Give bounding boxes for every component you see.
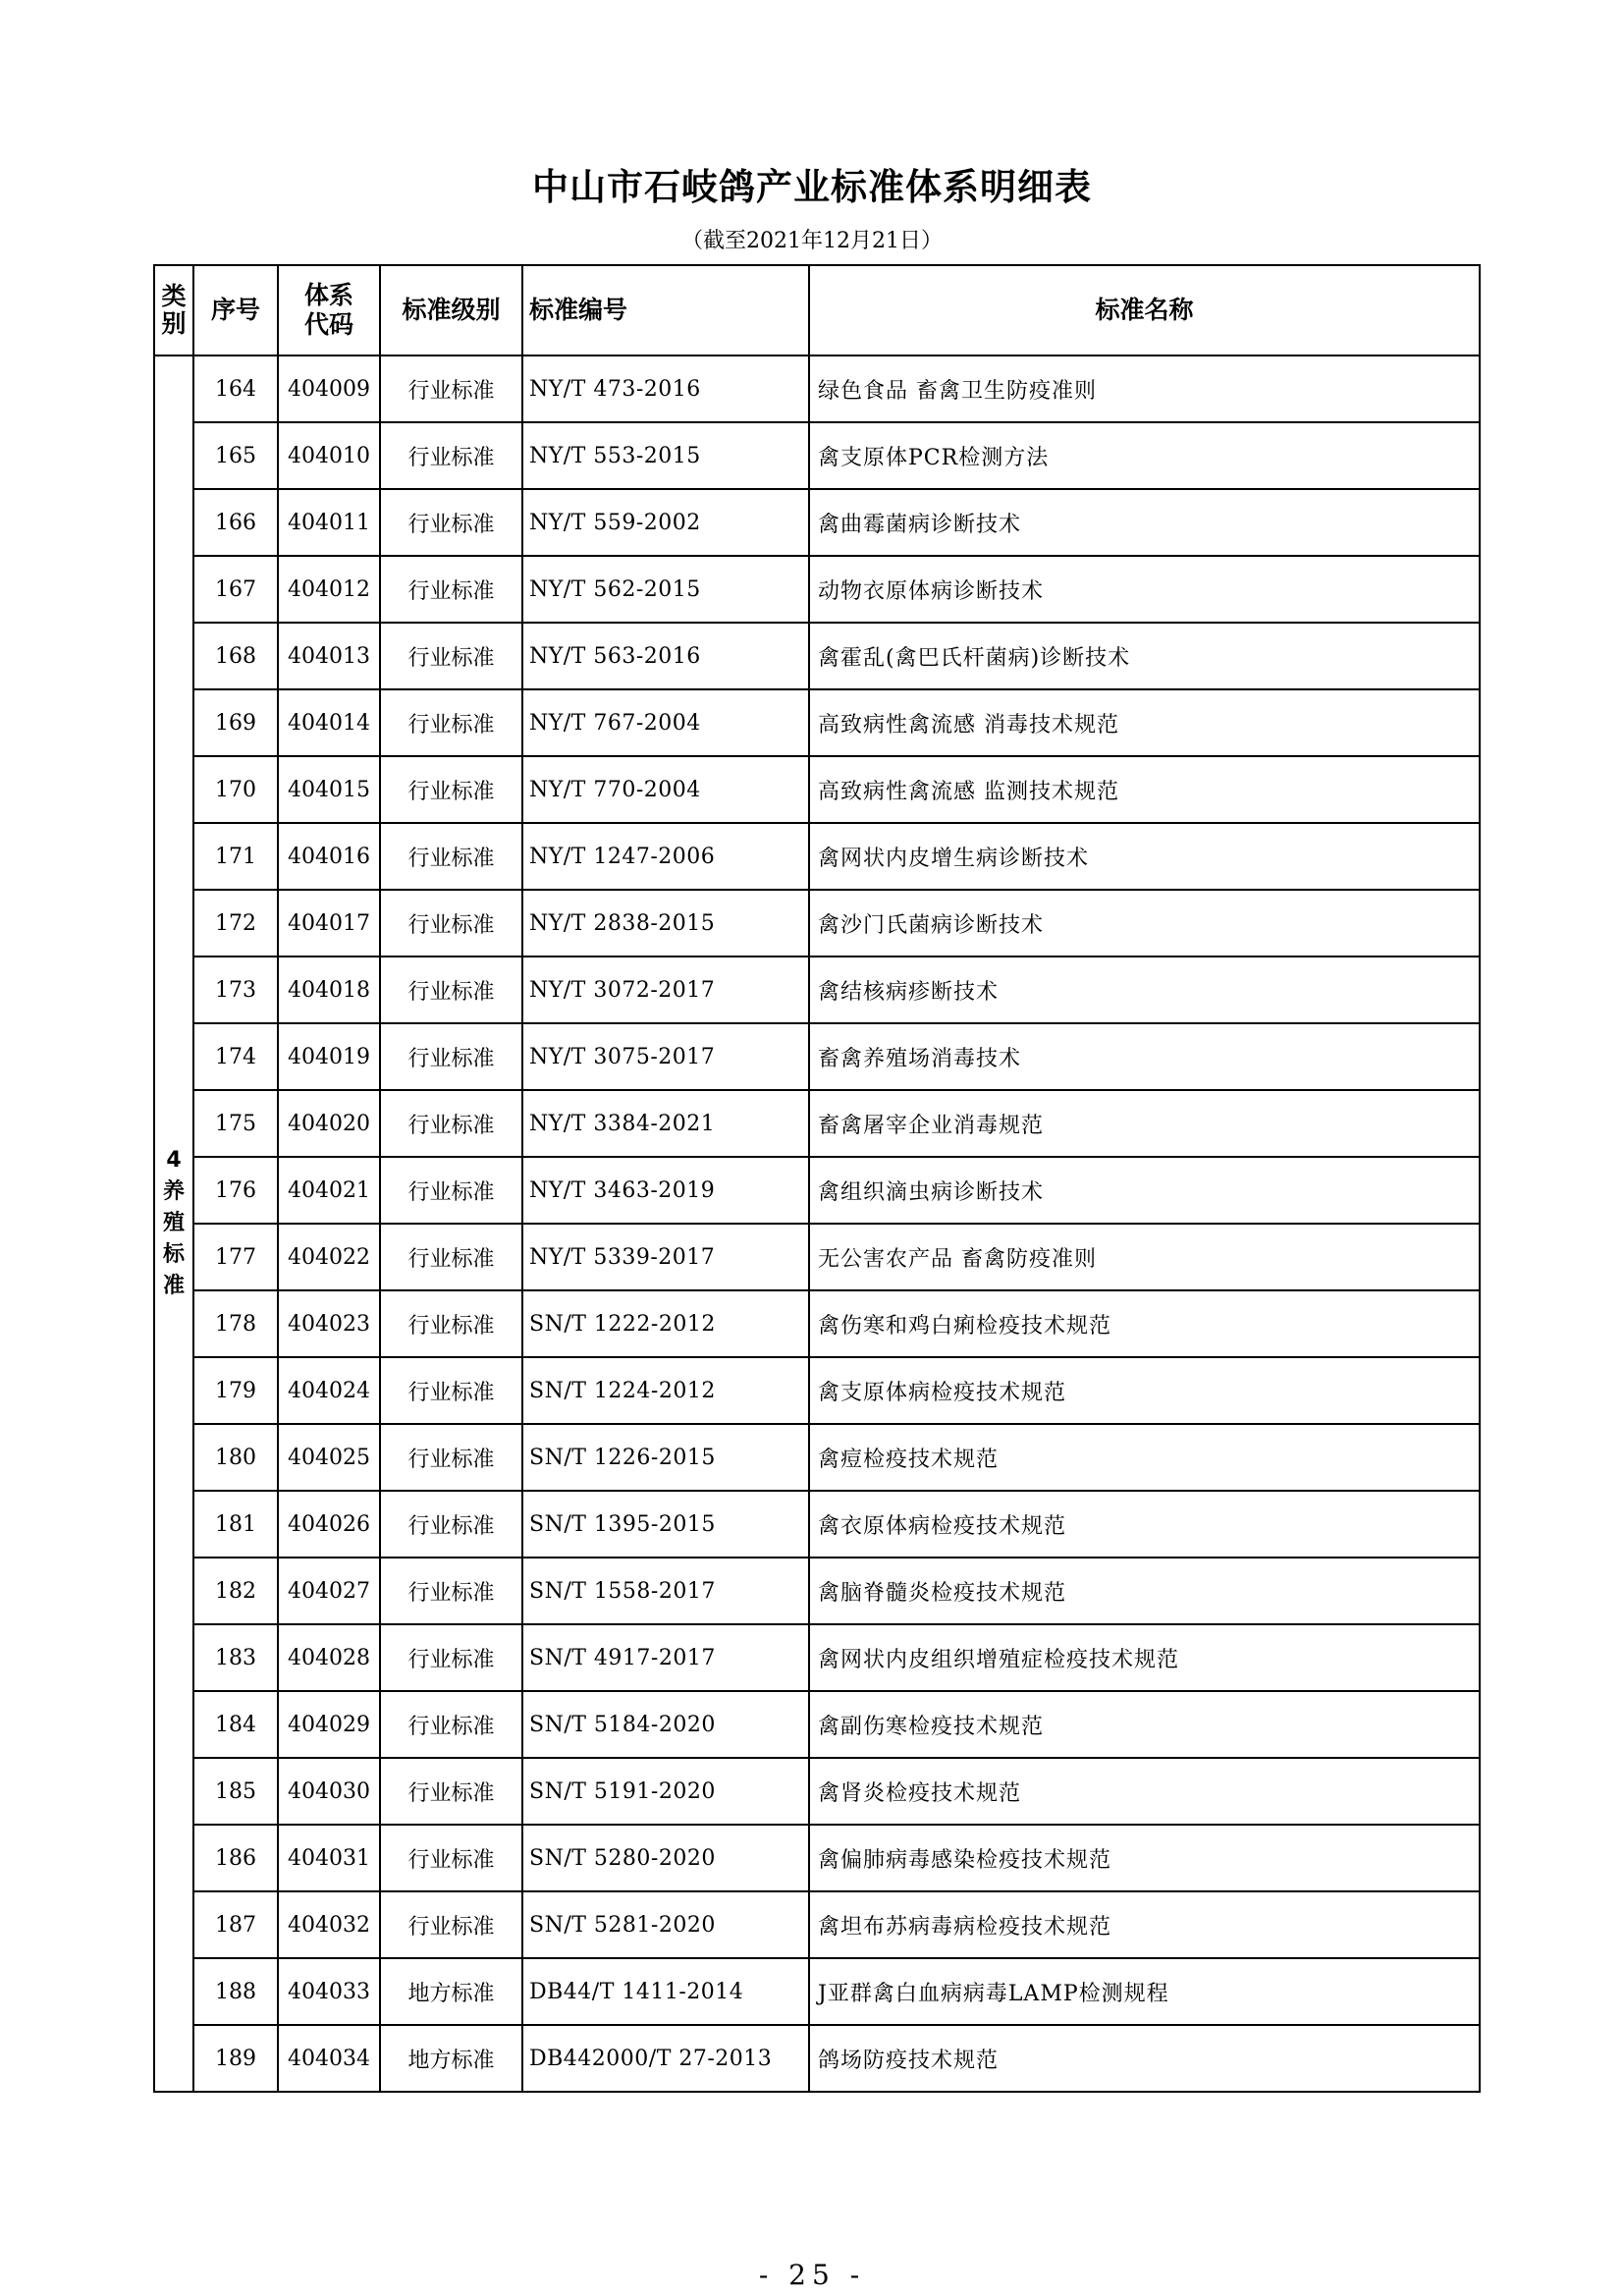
row-standard-name: 禽痘检疫技术规范 [809, 1424, 1480, 1491]
header-category [154, 265, 193, 355]
row-standard-name: 畜禽屠宰企业消毒规范 [809, 1090, 1480, 1157]
row-standard-name: 禽网状内皮增生病诊断技术 [809, 823, 1480, 890]
row-serial: 184 [193, 1691, 278, 1758]
row-serial: 189 [193, 2025, 278, 2092]
table-row [154, 1357, 1480, 1424]
row-standard-number: SN/T 5191-2020 [522, 1758, 809, 1825]
row-standard-number: DB442000/T 27-2013 [522, 2025, 809, 2092]
table-row [154, 2025, 1480, 2092]
row-level: 行业标准 [380, 1758, 522, 1825]
row-standard-number: SN/T 5280-2020 [522, 1825, 809, 1891]
row-system-code: 404014 [278, 689, 380, 756]
row-standard-name: 禽衣原体病检疫技术规范 [809, 1491, 1480, 1558]
row-standard-number: NY/T 770-2004 [522, 756, 809, 823]
row-serial: 182 [193, 1558, 278, 1624]
row-standard-number: NY/T 1247-2006 [522, 823, 809, 890]
header-serial: 序号 [193, 265, 278, 355]
row-standard-name: 禽坦布苏病毒病检疫技术规范 [809, 1891, 1480, 1958]
row-standard-number: SN/T 5281-2020 [522, 1891, 809, 1958]
table-row [154, 756, 1480, 823]
table-row [154, 1691, 1480, 1758]
row-system-code: 404019 [278, 1023, 380, 1090]
row-standard-name: 禽脑脊髓炎检疫技术规范 [809, 1558, 1480, 1624]
row-serial: 188 [193, 1958, 278, 2025]
header-system-code [278, 265, 380, 355]
row-standard-number: SN/T 1226-2015 [522, 1424, 809, 1491]
row-standard-name: 动物衣原体病诊断技术 [809, 556, 1480, 623]
row-standard-name: 禽沙门氏菌病诊断技术 [809, 890, 1480, 957]
row-standard-number: NY/T 2838-2015 [522, 890, 809, 957]
row-standard-number: NY/T 5339-2017 [522, 1224, 809, 1290]
row-level: 行业标准 [380, 1491, 522, 1558]
row-system-code: 404028 [278, 1624, 380, 1691]
row-level: 行业标准 [380, 1424, 522, 1491]
table-row [154, 1023, 1480, 1090]
header-system-code-text: 体系代码 [303, 281, 353, 339]
row-standard-name: 禽组织滴虫病诊断技术 [809, 1157, 1480, 1224]
row-level: 行业标准 [380, 957, 522, 1023]
row-standard-name: 禽肾炎检疫技术规范 [809, 1758, 1480, 1825]
row-system-code: 404023 [278, 1290, 380, 1357]
table-row [154, 890, 1480, 957]
row-system-code: 404010 [278, 422, 380, 489]
row-level: 行业标准 [380, 823, 522, 890]
row-serial: 180 [193, 1424, 278, 1491]
row-system-code: 404012 [278, 556, 380, 623]
page-number: - 25 - [758, 2259, 866, 2291]
row-standard-number: NY/T 3384-2021 [522, 1090, 809, 1157]
category-label: 养殖标准 [162, 1179, 185, 1298]
row-system-code: 404025 [278, 1424, 380, 1491]
row-system-code: 404013 [278, 623, 380, 689]
table-row [154, 489, 1480, 556]
row-standard-name: J亚群禽白血病病毒LAMP检测规程 [809, 1958, 1480, 2025]
table-body [154, 355, 1480, 2092]
row-standard-name: 禽支原体病检疫技术规范 [809, 1357, 1480, 1424]
row-level: 地方标准 [380, 2025, 522, 2092]
row-level: 行业标准 [380, 355, 522, 422]
row-standard-number: SN/T 1558-2017 [522, 1558, 809, 1624]
row-serial: 171 [193, 823, 278, 890]
row-level: 行业标准 [380, 1624, 522, 1691]
row-standard-name: 禽霍乱(禽巴氏杆菌病)诊断技术 [809, 623, 1480, 689]
table-row [154, 1758, 1480, 1825]
row-system-code: 404027 [278, 1558, 380, 1624]
row-serial: 173 [193, 957, 278, 1023]
row-serial: 170 [193, 756, 278, 823]
category-cell [154, 355, 193, 2092]
row-system-code: 404021 [278, 1157, 380, 1224]
row-system-code: 404016 [278, 823, 380, 890]
row-standard-name: 高致病性禽流感 消毒技术规范 [809, 689, 1480, 756]
table-row [154, 1290, 1480, 1357]
row-standard-name: 高致病性禽流感 监测技术规范 [809, 756, 1480, 823]
row-serial: 172 [193, 890, 278, 957]
row-standard-name: 禽伤寒和鸡白痢检疫技术规范 [809, 1290, 1480, 1357]
row-system-code: 404031 [278, 1825, 380, 1891]
standards-table [153, 264, 1481, 2093]
table-row [154, 1090, 1480, 1157]
row-level: 行业标准 [380, 1090, 522, 1157]
header-category-text: 类别 [161, 281, 187, 338]
row-serial: 167 [193, 556, 278, 623]
row-system-code: 404018 [278, 957, 380, 1023]
table-row [154, 422, 1480, 489]
row-level: 行业标准 [380, 1691, 522, 1758]
category-index: 4 [166, 1148, 182, 1173]
row-serial: 187 [193, 1891, 278, 1958]
row-level: 行业标准 [380, 1224, 522, 1290]
row-system-code: 404011 [278, 489, 380, 556]
row-serial: 178 [193, 1290, 278, 1357]
row-serial: 186 [193, 1825, 278, 1891]
document-title: 中山市石岐鸽产业标准体系明细表 [532, 166, 1092, 208]
row-standard-name: 禽支原体PCR检测方法 [809, 422, 1480, 489]
row-system-code: 404009 [278, 355, 380, 422]
row-standard-number: NY/T 553-2015 [522, 422, 809, 489]
row-standard-name: 禽网状内皮组织增殖症检疫技术规范 [809, 1624, 1480, 1691]
table-row [154, 823, 1480, 890]
row-standard-name: 无公害农产品 畜禽防疫准则 [809, 1224, 1480, 1290]
row-system-code: 404022 [278, 1224, 380, 1290]
row-standard-name: 禽偏肺病毒感染检疫技术规范 [809, 1825, 1480, 1891]
row-standard-number: DB44/T 1411-2014 [522, 1958, 809, 2025]
row-level: 行业标准 [380, 1157, 522, 1224]
row-level: 行业标准 [380, 689, 522, 756]
row-serial: 175 [193, 1090, 278, 1157]
table-row [154, 1491, 1480, 1558]
row-level: 行业标准 [380, 1558, 522, 1624]
row-level: 行业标准 [380, 1891, 522, 1958]
row-standard-number: SN/T 1222-2012 [522, 1290, 809, 1357]
table-row [154, 1424, 1480, 1491]
header-name: 标准名称 [809, 265, 1480, 355]
row-serial: 177 [193, 1224, 278, 1290]
row-level: 行业标准 [380, 489, 522, 556]
row-standard-name: 绿色食品 畜禽卫生防疫准则 [809, 355, 1480, 422]
table-row [154, 355, 1480, 422]
row-serial: 185 [193, 1758, 278, 1825]
table-row [154, 1157, 1480, 1224]
table-row [154, 1958, 1480, 2025]
row-serial: 165 [193, 422, 278, 489]
row-standard-number: SN/T 1395-2015 [522, 1491, 809, 1558]
row-standard-number: NY/T 767-2004 [522, 689, 809, 756]
row-serial: 168 [193, 623, 278, 689]
row-level: 行业标准 [380, 1023, 522, 1090]
row-standard-name: 禽结核病疹断技术 [809, 957, 1480, 1023]
row-system-code: 404030 [278, 1758, 380, 1825]
row-serial: 166 [193, 489, 278, 556]
row-system-code: 404024 [278, 1357, 380, 1424]
header-level: 标准级别 [380, 265, 522, 355]
row-serial: 164 [193, 355, 278, 422]
row-level: 行业标准 [380, 1290, 522, 1357]
row-level: 行业标准 [380, 1825, 522, 1891]
row-serial: 176 [193, 1157, 278, 1224]
row-standard-name: 禽副伤寒检疫技术规范 [809, 1691, 1480, 1758]
row-system-code: 404032 [278, 1891, 380, 1958]
row-system-code: 404033 [278, 1958, 380, 2025]
row-standard-name: 鸽场防疫技术规范 [809, 2025, 1480, 2092]
table-row [154, 1224, 1480, 1290]
row-system-code: 404015 [278, 756, 380, 823]
table-header-row [154, 265, 1480, 355]
row-level: 行业标准 [380, 422, 522, 489]
row-standard-number: NY/T 3463-2019 [522, 1157, 809, 1224]
row-standard-name: 畜禽养殖场消毒技术 [809, 1023, 1480, 1090]
row-level: 行业标准 [380, 756, 522, 823]
row-level: 行业标准 [380, 556, 522, 623]
row-standard-name: 禽曲霉菌病诊断技术 [809, 489, 1480, 556]
row-system-code: 404034 [278, 2025, 380, 2092]
row-standard-number: NY/T 473-2016 [522, 355, 809, 422]
row-standard-number: SN/T 4917-2017 [522, 1624, 809, 1691]
table-row [154, 623, 1480, 689]
header-number: 标准编号 [522, 265, 809, 355]
table-row [154, 1891, 1480, 1958]
row-standard-number: NY/T 559-2002 [522, 489, 809, 556]
row-system-code: 404029 [278, 1691, 380, 1758]
row-serial: 179 [193, 1357, 278, 1424]
document-subtitle: （截至2021年12月21日） [681, 229, 943, 253]
row-system-code: 404026 [278, 1491, 380, 1558]
row-level: 地方标准 [380, 1958, 522, 2025]
row-standard-number: NY/T 3072-2017 [522, 957, 809, 1023]
row-level: 行业标准 [380, 623, 522, 689]
row-serial: 169 [193, 689, 278, 756]
table-row [154, 957, 1480, 1023]
table-row [154, 1825, 1480, 1891]
row-serial: 174 [193, 1023, 278, 1090]
row-level: 行业标准 [380, 1357, 522, 1424]
table-row [154, 556, 1480, 623]
row-standard-number: SN/T 5184-2020 [522, 1691, 809, 1758]
row-standard-number: SN/T 1224-2012 [522, 1357, 809, 1424]
row-standard-number: NY/T 563-2016 [522, 623, 809, 689]
row-standard-number: NY/T 562-2015 [522, 556, 809, 623]
row-system-code: 404020 [278, 1090, 380, 1157]
row-level: 行业标准 [380, 890, 522, 957]
table-row [154, 689, 1480, 756]
row-serial: 183 [193, 1624, 278, 1691]
row-serial: 181 [193, 1491, 278, 1558]
row-system-code: 404017 [278, 890, 380, 957]
row-standard-number: NY/T 3075-2017 [522, 1023, 809, 1090]
table-row [154, 1558, 1480, 1624]
table-row [154, 1624, 1480, 1691]
